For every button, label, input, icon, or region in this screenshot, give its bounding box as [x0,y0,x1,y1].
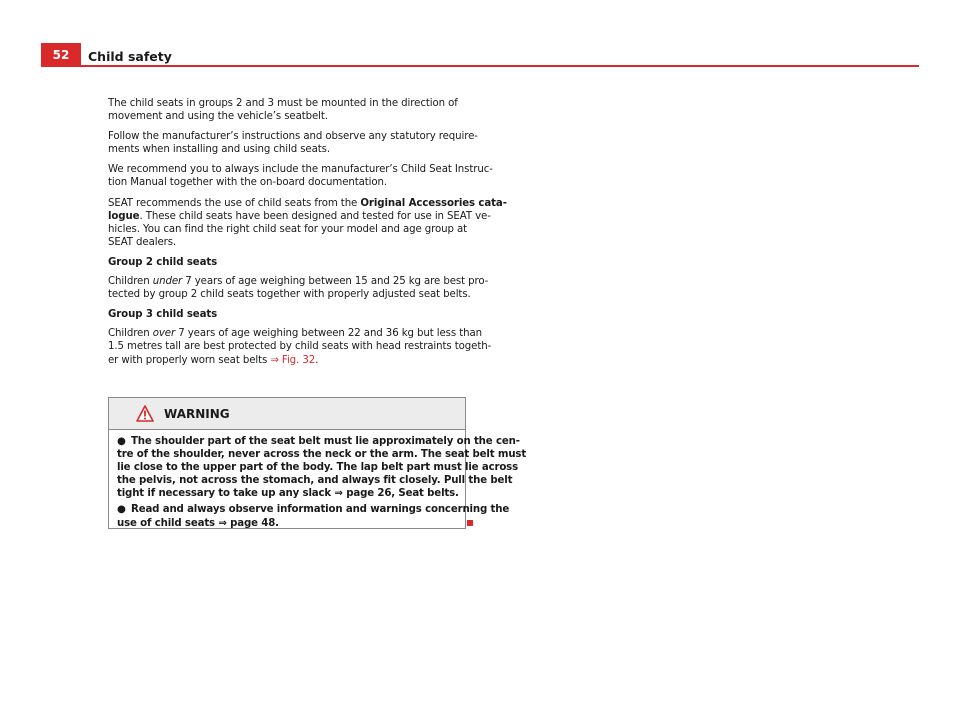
section-end-marker [467,520,473,526]
text-run: SEAT recommends the use of child seats from the [108,197,361,209]
text-run: The shoulder part of the seat belt must lie approximately on the cen- [131,436,520,447]
bullet: ● [117,504,126,516]
text-line: tre of the shoulder, never across the neck or the arm. The seat belt must [117,449,527,461]
warning-body [109,430,527,530]
warning-triangle-icon [136,405,154,422]
text-line: movement and using the vehicle’s seatbelt. [108,111,328,123]
text-run: Children [108,328,153,340]
figure-reference-link[interactable]: ⇒ Fig. 32 [270,354,316,366]
chapter-title: Child safety [88,49,172,64]
text-line: ments when installing and using child seats. [108,144,330,156]
warning-title: WARNING [164,406,230,421]
header-rule [41,65,919,67]
text-line: SEAT dealers. [108,236,177,248]
text-run: . These child seats have been designed and tested for use in SEAT ve- [139,210,491,222]
page-number: 52 [41,43,81,67]
text-line: use of child seats ⇒ page 48. [117,517,279,529]
group3-paragraph [108,327,492,366]
text-line: lie close to the upper part of the body. The lap belt part must lie across [117,462,519,474]
text-line: hicles. You can find the right child seat for your model and age group at [108,223,468,235]
warning-box [108,397,527,529]
text-run: . [315,354,319,366]
emphasis: over [152,328,176,340]
text-line: tight if necessary to take up any slack ⇒ page 26, Seat belts. [117,488,459,500]
accessories-catalogue-term: Original Accessories cata- [360,197,507,209]
text-line: the pelvis, not across the stomach, and always fit closely. Pull the belt [117,475,513,487]
bullet: ● [117,436,126,447]
text-line [108,210,491,223]
warning-item-child-seats [117,503,510,529]
text-run: 7 years of age weighing between 15 and 25 kg are best pro- [182,276,489,288]
emphasis: under [152,276,183,288]
text-run: Children [108,276,153,288]
paragraph-manufacturer-instructions [108,130,478,156]
group3-heading: Group 3 child seats [108,309,218,321]
text-line [108,327,482,340]
warning-header [109,398,465,430]
text-line [108,197,507,210]
accessories-catalogue-term: logue [108,210,140,222]
text-line [117,435,520,448]
paragraph-seat-direction [108,97,466,123]
group2-heading: Group 2 child seats [108,256,218,268]
text-run: Read and always observe information and warnings concerning the [131,504,510,516]
text-line: Follow the manufacturer’s instructions and observe any statutory require- [108,131,478,143]
text-line: tion Manual together with the on-board documentation. [108,177,388,189]
warning-item-seat-belt [117,435,527,500]
paragraph-manual-recommendation [108,163,493,189]
paragraph-accessories [108,197,507,249]
text-line [108,354,466,367]
text-run: 7 years of age weighing between 22 and 36 kg but less than [175,328,482,340]
text-line: 1.5 metres tall are best protected by child seats with head restraints togeth- [108,341,492,353]
text-run: er with properly worn seat belts [108,354,271,366]
group2-paragraph [108,275,489,301]
text-line: tected by group 2 child seats together with properly adjusted seat belts. [108,289,471,301]
text-line: We recommend you to always include the manufacturer’s Child Seat Instruc- [108,164,493,176]
text-line [117,503,510,516]
body-text [108,97,507,374]
text-line [108,275,489,288]
text-line: The child seats in groups 2 and 3 must be mounted in the direction of [108,98,458,109]
